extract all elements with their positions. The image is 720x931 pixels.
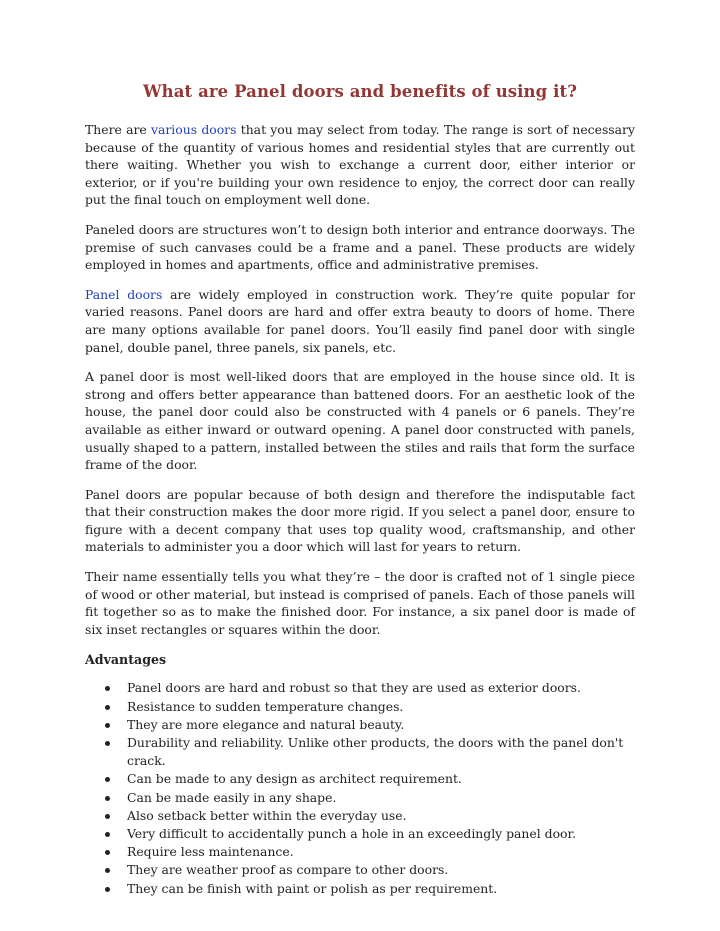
list-item — [105, 789, 635, 807]
bullet-icon — [105, 814, 110, 819]
list-item — [105, 807, 635, 825]
bullet-icon — [105, 723, 110, 728]
various-doors-link[interactable]: various doors — [151, 122, 237, 137]
well-liked-paragraph: A panel door is most well-liked doors that are employed in the house since old. It is strong and offers better appearance than battened doors. For an aesthetic look of the house, the panel door could also be constructed with 4 panels or 6 panels. They’re available as either inward or outward opening. A panel door constructed with panels, usually shaped to a pattern, installed between the stiles and rails that form the surface frame of the door. — [85, 369, 635, 473]
list-item — [105, 770, 635, 788]
list-item — [105, 843, 635, 861]
list-item — [105, 861, 635, 879]
bullet-icon — [105, 796, 110, 801]
list-item-text: Very difficult to accidentally punch a hole in an exceedingly panel door. — [127, 826, 577, 842]
list-item-text: They can be finish with paint or polish as per requirement. — [127, 880, 498, 896]
list-item — [105, 716, 635, 734]
list-item-text: Can be made easily in any shape. — [127, 789, 337, 805]
advantages-heading: Advantages — [85, 652, 167, 668]
bullet-icon — [105, 686, 110, 691]
list-item-text: Durability and reliability. Unlike other products, the doors with the panel don't crack. — [127, 735, 624, 769]
list-item-text: Resistance to sudden temperature changes. — [127, 698, 404, 714]
list-item-text: Panel doors are hard and robust so that they are used as exterior doors. — [127, 680, 581, 696]
panel-doors-link[interactable]: Panel doors — [85, 286, 163, 302]
list-item-text: They are weather proof as compare to other doors. — [127, 862, 449, 878]
page-title: What are Panel doors and benefits of using it? — [142, 82, 577, 101]
list-item-text: Can be made to any design as architect requirement. — [127, 771, 462, 787]
intro-text-start: There are — [85, 122, 151, 137]
paneled-doors-paragraph: Paneled doors are structures won’t to design both interior and entrance doorways. The premise of such canvases could be a frame and a panel. These products are widely employed in homes and apartments, office and administrative premises. — [85, 221, 635, 273]
list-item — [105, 698, 635, 716]
list-item — [105, 880, 635, 898]
list-item-text: Also setback better within the everyday use. — [127, 807, 407, 823]
list-item — [105, 825, 635, 843]
list-item — [105, 679, 635, 697]
list-item — [105, 734, 635, 770]
advantages-list — [85, 679, 635, 897]
list-item-text: They are more elegance and natural beauty. — [127, 716, 405, 732]
popular-paragraph: Panel doors are popular because of both design and therefore the indisputable fact that their construction makes the door more rigid. If you select a panel door, ensure to figure with a decent company that uses top quality wood, craftsmanship, and other materials to administer you a door which will last for years to return. — [85, 486, 635, 555]
bullet-icon — [105, 868, 110, 873]
bullet-icon — [105, 741, 110, 746]
name-meaning-paragraph: Their name essentially tells you what they’re – the door is crafted not of 1 single piece of wood or other material, but instead is comprised of panels. Each of those panels will fit together so as to make the finished door. For instance, a six panel door is made of six inset rectangles or squares within the door. — [85, 569, 635, 637]
intro-paragraph — [85, 121, 635, 209]
bullet-icon — [105, 832, 110, 837]
construction-paragraph — [85, 286, 635, 356]
bullet-icon — [105, 887, 110, 892]
bullet-icon — [105, 705, 110, 710]
bullet-icon — [105, 777, 110, 782]
intro-text-rest: that you may select from today. The range is sort of necessary because of the quantity of various homes and residential styles that are currently out there waiting. Whether you wish to exchange a current door, either interior or exterior, or if you're building your own residence to enjoy, the correct door can really put the final touch on employment well done. — [85, 122, 635, 208]
bullet-icon — [105, 850, 110, 855]
construction-text: are widely employed in construction work. They’re quite popular for varied reasons. Panel doors are hard and offer extra beauty to doors of home. There are many options available for panel doors. You’ll easily find panel door with single panel, double panel, three panels, six panels, etc. — [85, 286, 636, 355]
list-item-text: Require less maintenance. — [127, 844, 294, 860]
